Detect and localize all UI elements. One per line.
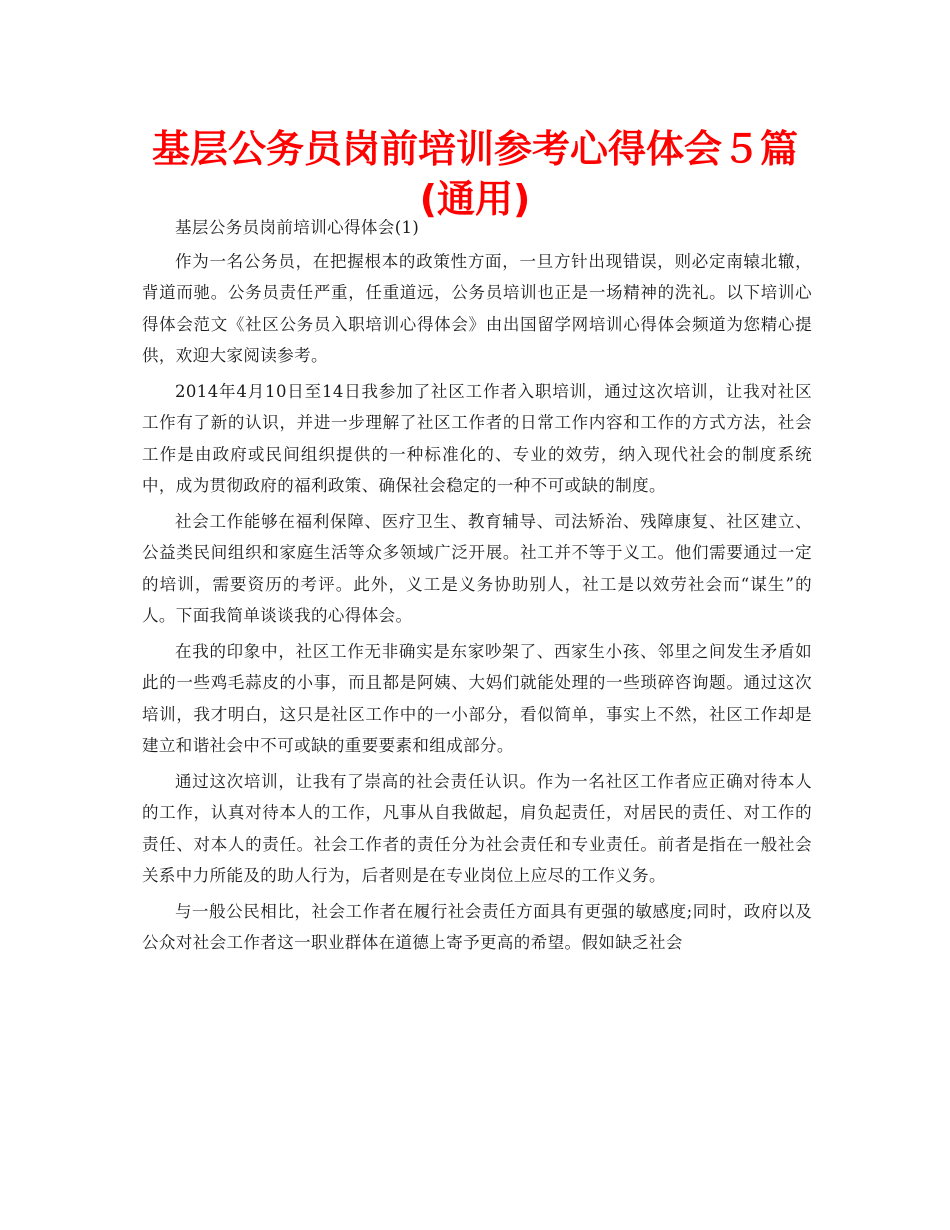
section-subtitle: 基层公务员岗前培训心得体会(1) (175, 218, 420, 237)
paragraph: 通过这次培训，让我有了崇高的社会责任认识。作为一名社区工作者应正确对待本人的工作，认真对待本人的工作，凡事从自我做起，肩负起责任，对居民的责任、对工作的责任、对本人的责任。社会工作者的责任分为社会责任和专业责任。前者是指在一般社会关系中力所能及的助人行为，后者则是在专业岗位上应尽的工作义务。 (142, 771, 812, 885)
document-title: 基层公务员岗前培训参考心得体会５篇 (151, 127, 798, 171)
paragraph: 作为一名公务员，在把握根本的政策性方面，一旦方针出现错误，则必定南辕北辙，背道而驰。公务员责任严重，任重道远，公务员培训也正是一场精神的洗礼。以下培训心得体会范文《社区公务员入职培训心得体会》由出国留学网培训心得体会频道为您精心提供，欢迎大家阅读参考。 (142, 251, 812, 365)
document-title-continued: (通用) (419, 177, 531, 221)
paragraph: 在我的印象中，社区工作无非确实是东家吵架了、西家生小孩、邻里之间发生矛盾如此的一些鸡毛蒜皮的小事，而且都是阿姨、大妈们就能处理的一些琐碎咨询题。通过这次培训，我才明白，这只是社区工作中的一小部分，看似简单，事实上不然，社区工作却是建立和谐社会中不可或缺的重要要素和组成部分。 (142, 641, 812, 755)
paragraph: 社会工作能够在福利保障、医疗卫生、教育辅导、司法矫治、残障康复、社区建立、公益类民间组织和家庭生活等众多领域广泛开展。社工并不等于义工。他们需要通过一定的培训，需要资历的考评。此外，义工是义务协助别人，社工是以效劳社会而“谋生”的人。下面我简单谈谈我的心得体会。 (142, 511, 812, 625)
document-body (142, 212, 812, 963)
paragraph: 与一般公民相比，社会工作者在履行社会责任方面具有更强的敏感度;同时，政府以及公众对社会工作者这一职业群体在道德上寄予更高的希望。假如缺乏社会 (142, 901, 812, 952)
paragraph: 2014年4月10日至14日我参加了社区工作者入职培训，通过这次培训，让我对社区工作有了新的认识，并进一步理解了社区工作者的日常工作内容和工作的方式方法，社会工作是由政府或民间组织提供的一种标准化的、专业的效劳，纳入现代社会的制度系统中，成为贯彻政府的福利政策、确保社会稳定的一种不可或缺的制度。 (142, 381, 812, 495)
